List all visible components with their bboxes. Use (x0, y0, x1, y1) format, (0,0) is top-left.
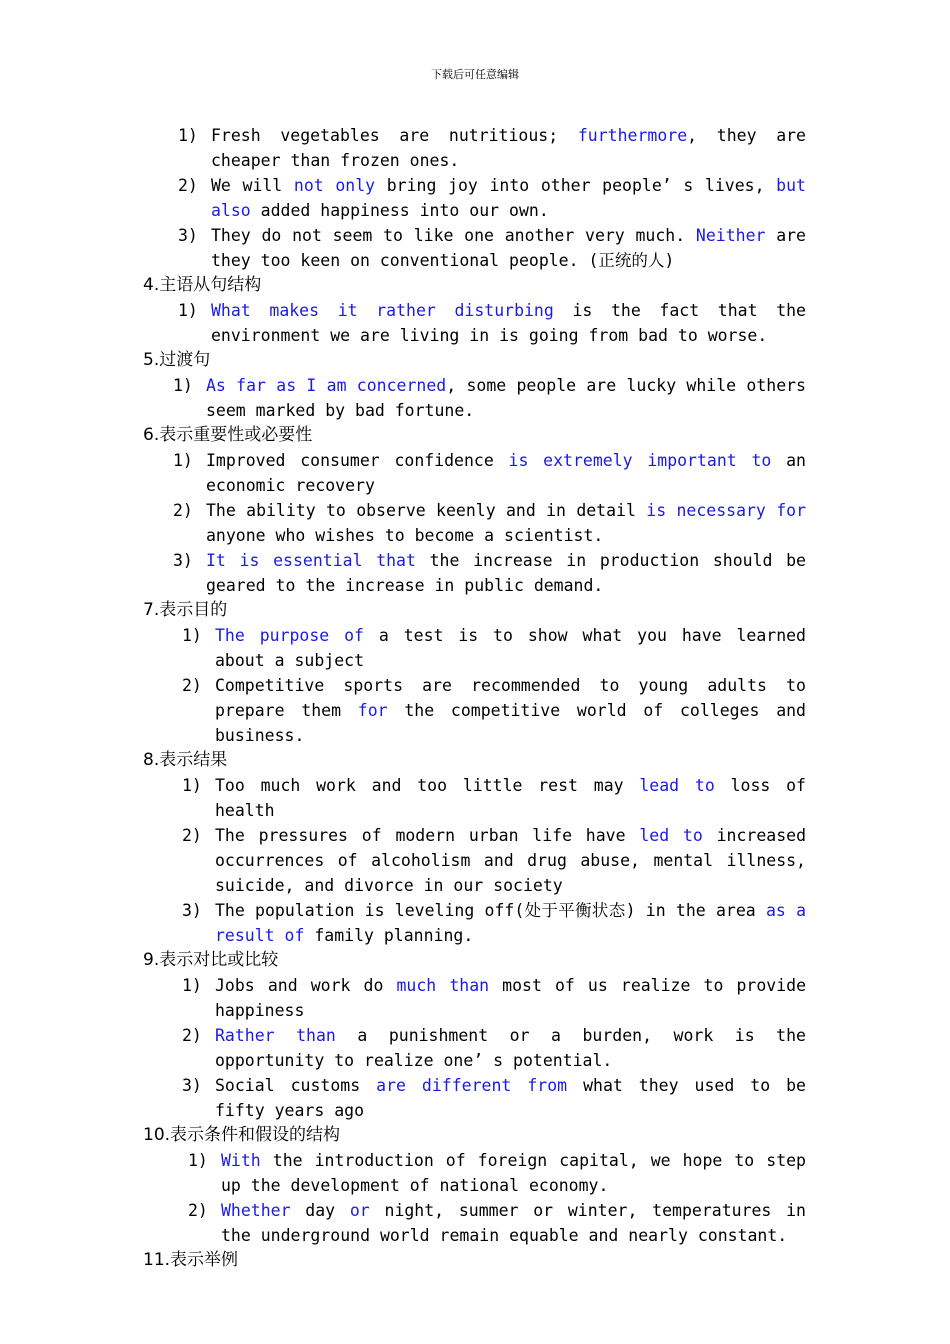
list-item (143, 1023, 806, 1073)
highlighted-phrase: are different from (376, 1076, 568, 1095)
highlighted-phrase: not only (293, 176, 376, 195)
section (143, 748, 806, 948)
sentence-text: 处于平衡状态 (524, 901, 626, 920)
highlighted-phrase: Whether (221, 1201, 291, 1220)
highlighted-phrase: or (349, 1201, 370, 1220)
list-item (143, 673, 806, 748)
highlighted-phrase: led to (639, 826, 703, 845)
sentence-text: The population is leveling off( (215, 901, 525, 920)
highlighted-phrase: much than (396, 976, 490, 995)
section (143, 423, 806, 598)
list-item (143, 448, 806, 498)
highlighted-phrase: furthermore (577, 126, 688, 145)
list-item (143, 773, 806, 823)
sentence-text: Social customs (215, 1076, 377, 1095)
highlighted-phrase: Rather than (215, 1026, 336, 1045)
section (143, 1123, 806, 1248)
section-heading: 4.主语从句结构 (143, 275, 262, 295)
sentence-text: They do not seem to like one another very much. (211, 226, 696, 245)
section-heading: 11.表示举例 (143, 1250, 239, 1270)
highlighted-phrase: but also (211, 176, 806, 220)
list-item (143, 623, 806, 673)
item-number: 1) (182, 776, 202, 795)
section-heading: 5.过渡句 (143, 350, 211, 370)
list-item (143, 973, 806, 1023)
list-item (143, 498, 806, 548)
document-body (143, 123, 806, 1273)
item-number: 1) (182, 626, 202, 645)
list-item (143, 298, 806, 348)
list-item (143, 898, 806, 948)
item-number: 1) (178, 301, 198, 320)
sentence-text: an economic recovery (206, 451, 806, 495)
section (143, 348, 806, 423)
sentence-text: , some people are lucky while others seem marked by bad fortune. (206, 376, 806, 420)
item-number: 1) (188, 1151, 208, 1170)
sentence-text: The pressures of modern urban life have (215, 826, 640, 845)
highlighted-phrase: It is essential that (206, 551, 416, 570)
highlighted-phrase: What makes it rather disturbing (211, 301, 554, 320)
item-number: 1) (173, 451, 193, 470)
sentence-text: Too much work and too little rest may (215, 776, 640, 795)
item-number: 3) (173, 551, 193, 570)
sentence-text: family planning. (304, 926, 474, 945)
sentence-text: loss of health (215, 776, 806, 820)
highlighted-phrase: As far as I am concerned (206, 376, 447, 395)
sentence-text: are they too keen on conventional people. ( (211, 226, 806, 270)
list-item (143, 173, 806, 223)
sentence-text: ) in the area (625, 901, 766, 920)
highlighted-phrase: Neither (695, 226, 766, 245)
item-number: 1) (178, 126, 198, 145)
item-number: 1) (173, 376, 193, 395)
sentence-text: Fresh vegetables are nutritious; (211, 126, 578, 145)
item-number: 2) (173, 501, 193, 520)
list-item (143, 223, 806, 273)
sentence-text: The ability to observe keenly and in detail (206, 501, 647, 520)
sentence-text: night, summer or winter, temperatures in the underground world remain equable and nearly constant. (221, 1201, 806, 1245)
sentence-text: anyone who wishes to become a scientist. (206, 526, 604, 545)
list-item (143, 548, 806, 598)
sentence-text: Improved consumer confidence (206, 451, 509, 470)
sentence-text: is the fact that the environment we are living in is going from bad to worse. (211, 301, 806, 345)
highlighted-phrase: The purpose of (215, 626, 364, 645)
section-heading: 10.表示条件和假设的结构 (143, 1125, 341, 1145)
sentence-text: ) (664, 251, 675, 270)
sentence-text: the introduction of foreign capital, we hope to step up the development of national economy. (221, 1151, 806, 1195)
list-item (143, 373, 806, 423)
highlighted-phrase: for (357, 701, 388, 720)
sentence-text: day (290, 1201, 350, 1220)
highlighted-phrase: is necessary for (646, 501, 806, 520)
sentence-text: bring joy into other people’ s lives, (375, 176, 777, 195)
list-item (143, 123, 806, 173)
item-number: 3) (182, 901, 202, 920)
item-number: 2) (182, 826, 202, 845)
item-number: 2) (182, 1026, 202, 1045)
section-heading: 8.表示结果 (143, 750, 228, 770)
section (143, 598, 806, 748)
sentence-text: Jobs and work do (215, 976, 397, 995)
list-item (143, 1073, 806, 1123)
page-header: 下载后可任意编辑 (431, 68, 519, 81)
sentence-text: a test is to show what you have learned about a subject (215, 626, 806, 670)
sentence-text: increased occurrences of alcoholism and drug abuse, mental illness, suicide, and divorce in our society (215, 826, 807, 895)
sentence-text: the competitive world of colleges and business. (215, 701, 806, 745)
item-number: 3) (178, 226, 198, 245)
sentence-text: We will (211, 176, 294, 195)
sentence-text: Competitive sports are recommended to young adults to prepare them (215, 676, 806, 720)
highlighted-phrase: With (221, 1151, 261, 1170)
item-number: 2) (188, 1201, 208, 1220)
sentence-text: most of us realize to provide happiness (215, 976, 806, 1020)
sentence-text: 正统的人 (598, 251, 665, 270)
section (143, 948, 806, 1123)
list-item (143, 823, 806, 898)
highlighted-phrase: is extremely important to (508, 451, 772, 470)
section-heading: 6.表示重要性或必要性 (143, 425, 313, 445)
section-heading: 9.表示对比或比较 (143, 950, 279, 970)
item-number: 3) (182, 1076, 202, 1095)
sentence-text: , they are cheaper than frozen ones. (211, 126, 806, 170)
sentence-text: what they used to be fifty years ago (215, 1076, 806, 1120)
section (143, 123, 806, 273)
sentence-text: the increase in production should be geared to the increase in public demand. (206, 551, 806, 595)
section (143, 1248, 806, 1273)
item-number: 2) (178, 176, 198, 195)
sentence-text: a punishment or a burden, work is the opportunity to realize one’ s potential. (215, 1026, 806, 1070)
highlighted-phrase: lead to (639, 776, 715, 795)
item-number: 1) (182, 976, 202, 995)
highlighted-phrase: as a result of (215, 901, 807, 945)
sentence-text: added happiness into our own. (250, 201, 549, 220)
section (143, 273, 806, 348)
list-item (143, 1148, 806, 1198)
list-item (143, 1198, 806, 1248)
item-number: 2) (182, 676, 202, 695)
section-heading: 7.表示目的 (143, 600, 228, 620)
